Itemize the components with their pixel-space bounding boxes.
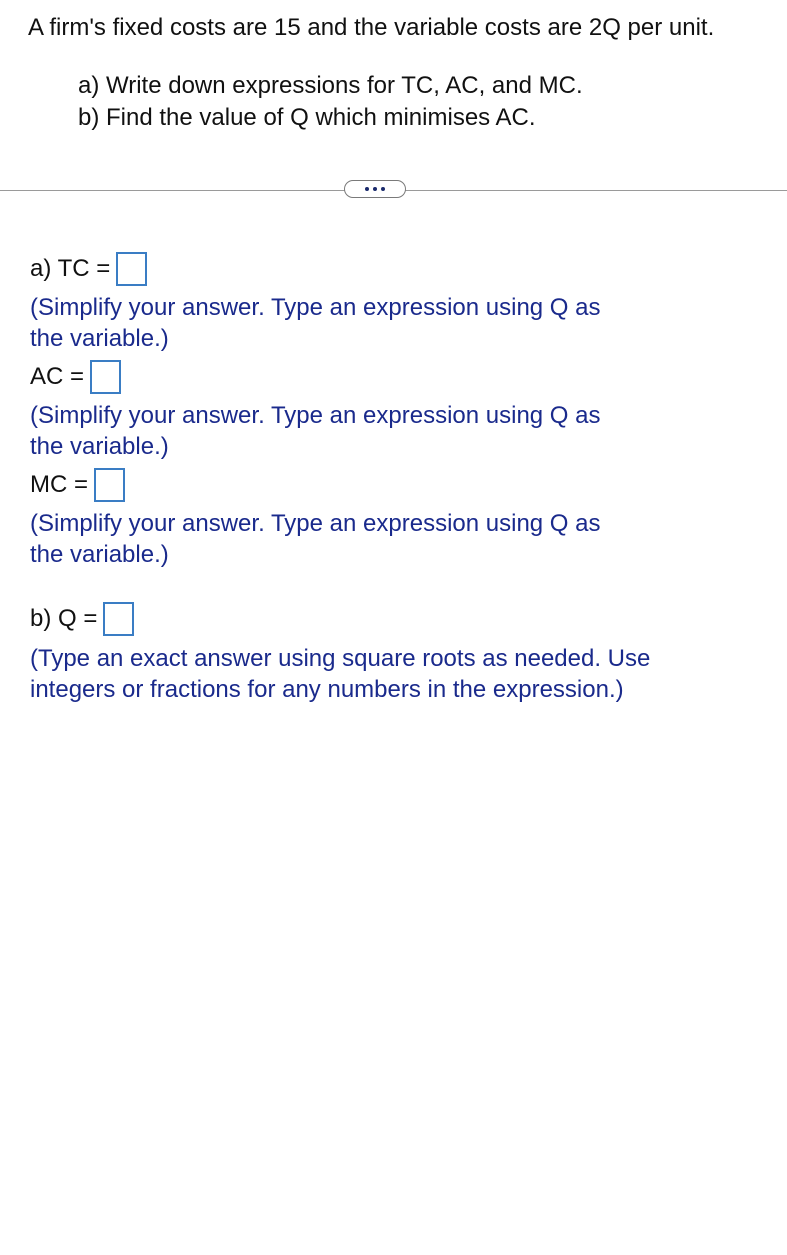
more-horizontal-icon-dot <box>373 187 377 191</box>
ac-hint-line1: (Simplify your answer. Type an expression using Q as <box>30 402 601 429</box>
question-part-a: a) Write down expressions for TC, AC, and MC. <box>78 72 583 99</box>
q-hint-line1: (Type an exact answer using square roots as needed. Use <box>30 645 651 672</box>
tc-hint <box>30 292 730 354</box>
expand-button[interactable] <box>344 180 406 198</box>
mc-label: MC = <box>30 471 89 498</box>
mc-answer-row <box>30 468 125 502</box>
question-part-b: b) Find the value of Q which minimises AC. <box>78 104 536 131</box>
tc-answer-row <box>30 252 147 286</box>
mc-hint <box>30 508 730 570</box>
q-hint <box>30 643 730 705</box>
ac-hint <box>30 400 730 462</box>
ac-label: AC = <box>30 363 85 390</box>
more-horizontal-icon <box>365 187 369 191</box>
tc-hint-line1: (Simplify your answer. Type an expression using Q as <box>30 294 601 321</box>
q-hint-line2: integers or fractions for any numbers in the expression.) <box>30 676 624 703</box>
question-text: A firm's fixed costs are 15 and the variable costs are 2Q per unit. <box>28 14 715 41</box>
more-horizontal-icon-dot <box>381 187 385 191</box>
q-answer-row <box>30 602 134 636</box>
ac-answer-input[interactable] <box>90 360 121 394</box>
tc-hint-line2: the variable.) <box>30 325 169 352</box>
tc-label: a) TC = <box>30 255 111 282</box>
ac-hint-line2: the variable.) <box>30 433 169 460</box>
question-parts <box>78 70 583 134</box>
mc-hint-line2: the variable.) <box>30 541 169 568</box>
tc-answer-input[interactable] <box>116 252 147 286</box>
q-answer-input[interactable] <box>103 602 134 636</box>
q-label: b) Q = <box>30 605 98 632</box>
mc-hint-line1: (Simplify your answer. Type an expression using Q as <box>30 510 601 537</box>
ac-answer-row <box>30 360 121 394</box>
mc-answer-input[interactable] <box>94 468 125 502</box>
